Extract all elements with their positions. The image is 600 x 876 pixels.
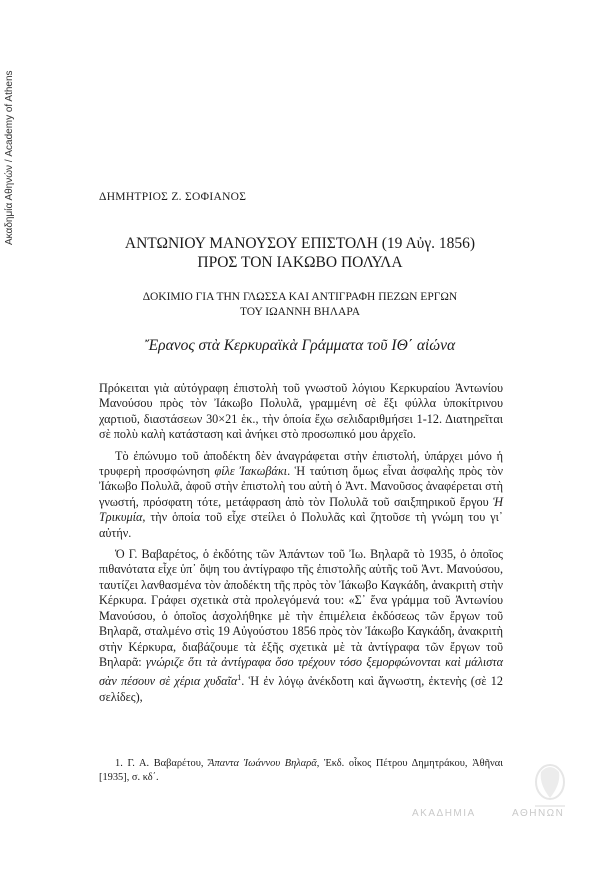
footnote-ref-1: 1 — [237, 673, 242, 683]
paragraph-2-text-a: Τὸ ἐπώνυμο τοῦ ἀποδέκτη δὲν ἀναγράφεται στὴν ἐπιστολή, ὑπάρχει μόνο ἡ τρυφερὴ προσφώνηση — [99, 448, 503, 479]
article-subheading-line-1: ΔΟΚΙΜΙΟ ΓΙΑ ΤΗΝ ΓΛΩΣΣΑ ΚΑΙ ΑΝΤΙΓΡΑΦΗ ΠΕΖΩΝ ΕΡΓΩΝ — [142, 291, 458, 303]
watermark-text-left: ΑΚΑΔΗΜΙΑ — [412, 808, 476, 819]
paragraph-2-text-c: , τὴν ὁποία τοῦ εἶχε στείλει ὁ Πολυλᾶς καὶ ζητοῦσε τὴ γνώμη του γι᾽ αὐτήν. — [99, 510, 503, 540]
paragraph-2-text-b: . Ἡ ταύτιση ὅμως εἶναι ἀσφαλὴς πρὸς τὸν Ἰάκωβο Πολυλᾶ, ἀφοῦ στὴν ἐπιστολὴ του αὐτὴ ὁ Ἀντ. Μανοῦσος ἀναφέρεται στὴ γνωστή, πρόσφατη τότε, μετάφραση ἀπὸ τὸν Πολυλᾶ τοῦ σαιξπηρικοῦ ἔργου — [99, 464, 504, 509]
article-subheading-line-2: ΤΟΥ ΙΩΑΝΝΗ ΒΗΛΑΡΑ — [239, 306, 361, 318]
academy-emblem-icon — [527, 762, 573, 810]
paragraph-2-emphasis-1: φίλε Ἰακωβάκι — [214, 464, 288, 479]
footnote-text-a: 1. Γ. Α. Βαβαρέτου, — [115, 758, 209, 769]
author-name: ΔΗΜΗΤΡΙΟΣ Ζ. ΣΟΦΙΑΝΟΣ — [99, 191, 247, 203]
article-subtitle: Ἔρανος στὰ Κερκυραϊκὰ Γράμματα τοῦ ΙΘ΄ αἰώνα — [144, 337, 456, 354]
watermark-text-right: ΑΘΗΝΩΝ — [512, 808, 565, 819]
footnote-book-title: Ἅπαντα Ἰωάννου Βηλαρᾶ — [208, 758, 317, 769]
footnote-1 — [99, 757, 503, 785]
article-body — [99, 381, 503, 711]
article-title-line-1: ΑΝΤΩΝΙΟΥ ΜΑΝΟΥΣΟΥ ΕΠΙΣΤΟΛΗ (19 Αὐγ. 1856) — [124, 235, 476, 252]
footnote-text-b: , Ἐκδ. οἶκος Πέτρου Δημητράκου, Ἀθῆναι [1935], σ. κδ΄. — [99, 758, 503, 783]
paragraph-3 — [99, 547, 503, 705]
paragraph-2-emphasis-2: Ἡ Τρικυμία — [99, 494, 503, 525]
paragraph-3-text-b: . Ἡ ἐν λόγῳ ἀνέκδοτη καὶ ἄγνωστη, ἐκτενὴς (σὲ 12 σελίδες), — [99, 674, 503, 704]
paragraph-2 — [99, 449, 503, 541]
archive-sidebar-label: Ακαδημία Αθηνών / Academy of Athens — [4, 70, 15, 245]
paragraph-3-quote: γνώριζε ὅτι τὰ ἀντίγραφα ὅσο τρέχουν τόσο ξεμορφώνονται καὶ μάλιστα σὰν πέσουν σὲ χέρια χυδαῖα — [99, 654, 503, 689]
article-title-line-2: ΠΡΟΣ ΤΟΝ ΙΑΚΩΒΟ ΠΟΛΥΛΑ — [197, 254, 403, 271]
paragraph-1: Πρόκειται γιὰ αὐτόγραφη ἐπιστολὴ τοῦ γνωστοῦ λόγιου Κερκυραίου Ἀντωνίου Μανούσου πρὸς τὸν Ἰάκωβο Πολυλᾶ, γραμμένη σὲ ἕξι φύλλα ὑποκίτρινου χαρτιοῦ, διαστάσεων 30×21 ἑκ., τὴν ὁποία ἔχω σελιδαριθμήσει 1-12. Διατηρεῖται σὲ πολὺ καλὴ κατάσταση καὶ ἀνήκει στὸ προσωπικό μου ἀρχεῖο. — [99, 381, 503, 442]
paragraph-3-text-a: Ὁ Γ. Βαβαρέτος, ὁ ἐκδότης τῶν Ἀπάντων τοῦ Ἰω. Βηλαρᾶ τὸ 1935, ὁ ὁποῖος πιθανότατα εἶχε ὑπ᾽ ὄψη του ἀντίγραφο τῆς ἐπιστολῆς αὐτῆς τοῦ Ἀντ. Μανούσου, ταυτίζει λανθασμένα τὸν ἀποδέκτη τῆς πρὸς τὸν Ἰάκωβο Καγκάδη, ἀνακριτὴ στὴν Κέρκυρα. Γράφει σχετικὰ στὰ προλεγόμενά του: «Σ᾽ ἕνα γράμμα τοῦ Ἀντωνίου Μανούσου, ὁ ὁποῖος ἀσχολήθηκε μὲ τὴν ἐπιμέλεια ἐκδόσεως τῶν ἔργων τοῦ Βηλαρᾶ, σταλμένο στὶς 19 Αὐγούστου 1856 πρὸς τὸν Ἰάκωβο Καγκάδη, ἀνακριτὴ στὴν Κέρκυρα, διαβάζουμε τὰ ἑξῆς σχετικὰ μὲ τὰ ἀντίγραφα τῶν ἔργων τοῦ Βηλαρᾶ: — [99, 547, 503, 669]
